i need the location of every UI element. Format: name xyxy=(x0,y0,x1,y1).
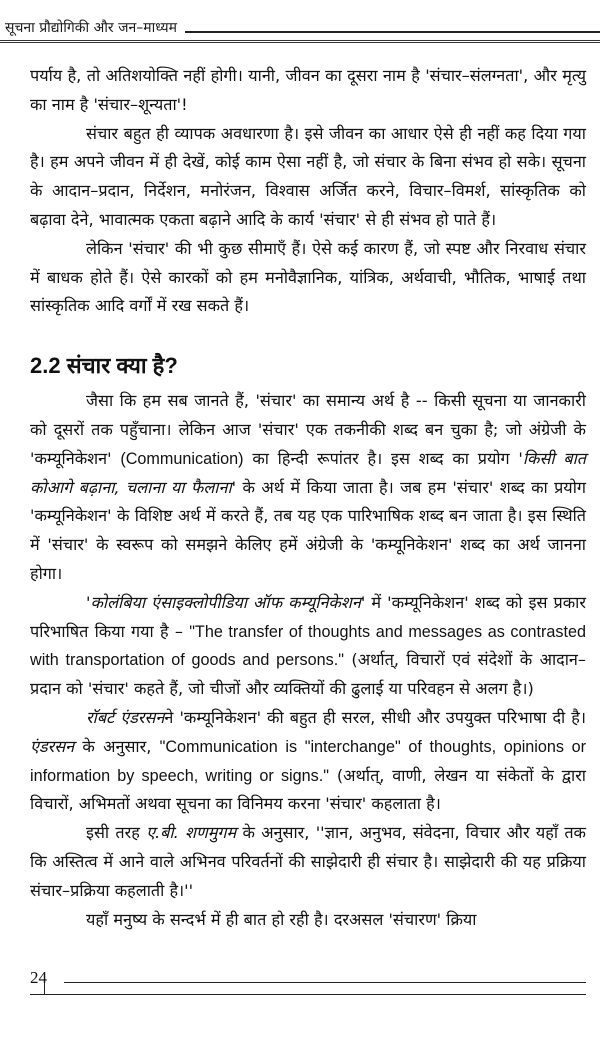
paragraph-shanmugam-definition xyxy=(30,819,586,905)
text-run: इसी तरह xyxy=(86,823,147,843)
text-run: (अर्थात्, वाणी, लेखन या संकेतों के द्वारा विचारों, अभिमतों अथवा सूचना का विनिमय करना 'संचार' कहलाता है। xyxy=(30,765,587,814)
text-run: के अर्थ में किया जाता है। जब हम 'संचार' शब्द का प्रयोग 'कम्यूनिकेशन' के विशिष्ट अर्थ में करते हैं, तब यह एक पारिभाषिक शब्द बन जाता है। इस स्थिति में 'संचार' के स्वरूप को समझने केलिए हमें अंग्रेजी के 'कम्यूनिकेशन' शब्द का अर्थ जानना होगा। xyxy=(30,477,586,583)
text-run: के अनुसार, xyxy=(74,736,160,756)
paragraph-human-context: यहाँ मनुष्य के सन्दर्भ में ही बात हो रही है। दरअसल 'संचारण' क्रिया xyxy=(86,909,477,929)
header-double-rule xyxy=(0,40,600,43)
text-run: (अर्थात्, विचारों एवं संदेशों के आदान–प्रदान को 'संचार' कहते हैं, जो चीजों और व्यक्तियों की ढुलाई या परिवहन से अलग है।) xyxy=(30,650,586,699)
text-run: ने 'कम्यूनिकेशन' की बहुत ही सरल, सीधी और उपयुक्त परिभाषा दी है। xyxy=(164,707,586,727)
text-run: के अनुसार, ''ज्ञान, अनुभव, संवेदना, विचार और यहाँ तक कि अस्तित्व में आने वाले अभिनव परिवर्तनों की साझेदारी ही संचार है। साझेदारी की यह प्रक्रिया संचार–प्रक्रिया कहलाती है।'' xyxy=(30,823,586,900)
paragraph-limits: लेकिन 'संचार' की भी कुछ सीमाएँ हैं। ऐसे कई कारण हैं, जो स्पष्ट और निरवाध संचार में बाधक होते हैं। ऐसे कारकों को हम मनोवैज्ञानिक, यांत्रिक, अर्थवाची, भौतिक, भाषाई तथा सांस्कृतिक आदि वर्गों में रख सकते हैं। xyxy=(30,238,586,316)
paragraph-concept: संचार बहुत ही व्यापक अवधारणा है। इसे जीवन का आधार ऐसे ही नहीं कह दिया गया है। हम अपने जीवन में ही देखें, कोई काम ऐसा नहीं है, जो संचार के बिना संभव हो सके। सूचना के आदान–प्रदान, निर्देशन, मनोरंजन, विश्वास अर्जित करने, विचार–विमर्श, सांस्कृतिक को बढ़ावा देने, भावात्मक एकता बढ़ाने आदि के कार्य 'संचार' से ही संभव हो पाते हैं। xyxy=(30,123,586,229)
english-quote: "The transfer of thoughts and messages as contrasted with transportation of goods and persons." xyxy=(30,622,586,670)
italic-source: 'कोलंबिया एंसाइक्लोपीडिया ऑफ कम्यूनिकेशन' xyxy=(86,592,366,612)
paragraph-anderson-definition xyxy=(30,704,586,819)
paragraph-columbia-definition xyxy=(30,589,586,704)
text-run: में 'कम्यूनिकेशन' शब्द को इस प्रकार परिभाषित किया गया है – xyxy=(30,592,586,641)
italic-phrase: 'किसी बात कोआगे बढ़ाना, चलाना या फैलाना' xyxy=(30,448,587,497)
header-rule xyxy=(185,31,600,33)
page-number: 24 xyxy=(30,968,47,987)
section-heading: 2.2 संचार क्या है? xyxy=(30,353,178,379)
footer-rule-lower xyxy=(30,994,586,995)
italic-author: एंडरसन xyxy=(30,736,75,756)
paragraph-meaning xyxy=(30,387,586,589)
paragraph-continued: पर्याय है, तो अतिशयोक्ति नहीं होगी। यानी, जीवन का दूसरा नाम है 'संचार–संलग्नता', और मृत्यु का नाम है 'संचार–शून्यता'! xyxy=(30,66,586,114)
footer-rule xyxy=(64,982,586,983)
english-quote: "Communication is "interchange" of thoughts, opinions or information by speech, writing or signs." xyxy=(30,737,586,785)
running-header xyxy=(0,18,600,37)
running-title: सूचना प्रौद्योगिकी और जन–माध्यम xyxy=(5,20,177,36)
text-run: का हिन्दी रूपांतर है। इस शब्द का प्रयोग xyxy=(243,448,519,468)
italic-author: ए.बी. शणमुगम xyxy=(146,823,237,843)
page-footer xyxy=(0,968,600,1008)
footer-rule-tick xyxy=(44,982,45,994)
english-term: (Communication) xyxy=(120,449,244,468)
italic-author: रॉबर्ट एंडरसन xyxy=(86,707,165,727)
text-run: जैसा कि हम सब जानते हैं, 'संचार' का समान्य अर्थ है -- किसी सूचना या जानकारी को दूसरों तक पहुँचाना। लेकिन आज 'संचार' एक तकनीकी शब्द बन चुका है; जो अंग्रेजी के 'कम्यूनिकेशन' xyxy=(30,391,586,468)
page-body xyxy=(30,62,586,934)
